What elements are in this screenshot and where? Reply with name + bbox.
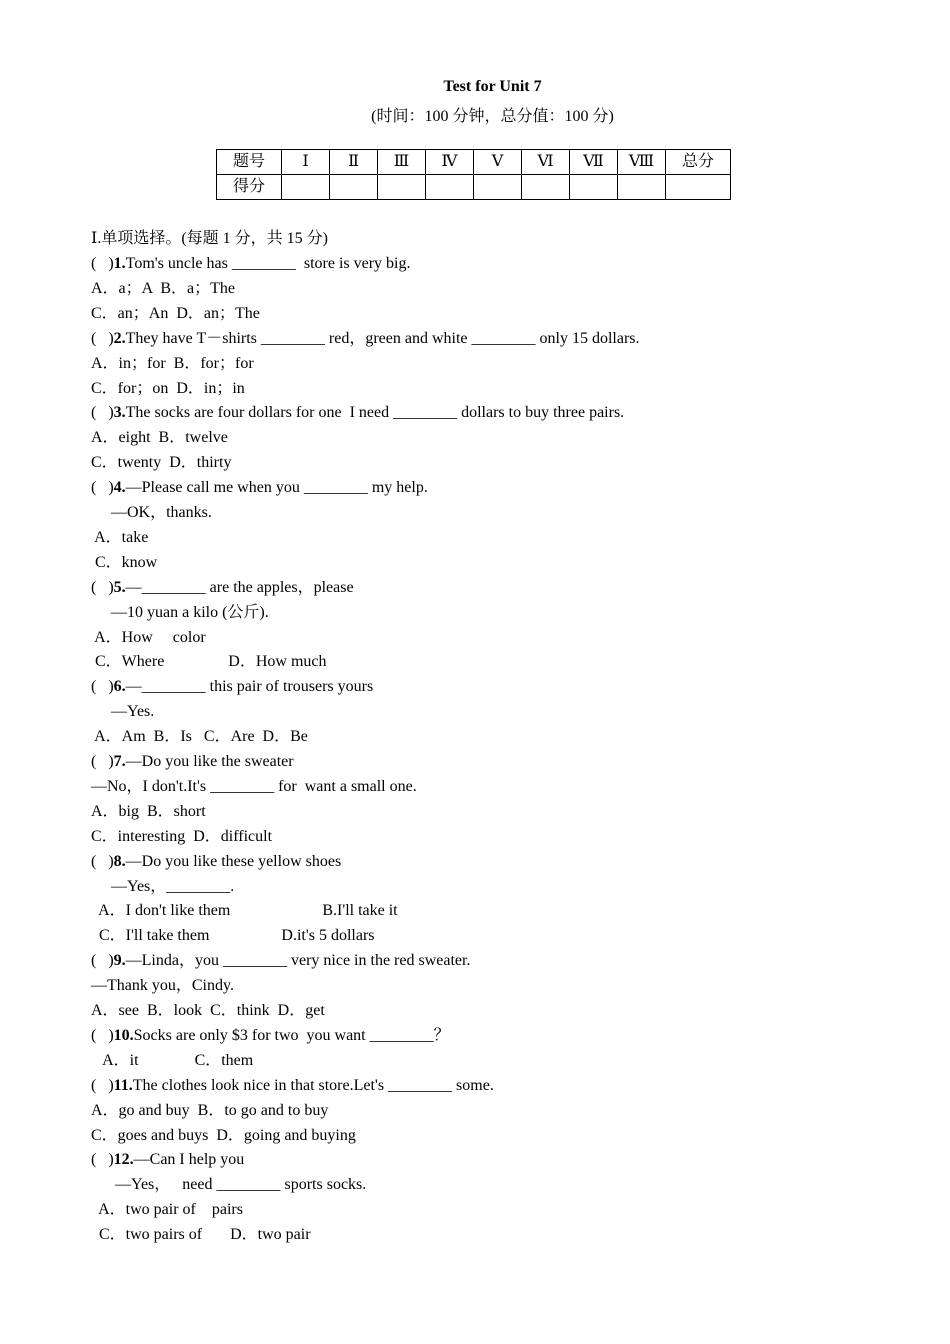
line-text: —Thank you，Cindy. bbox=[91, 977, 234, 995]
option-line bbox=[91, 528, 148, 548]
option-line bbox=[91, 1126, 356, 1146]
section-heading: Ⅰ.单项选择。(每题 1 分，共 15 分) bbox=[91, 230, 328, 247]
score-input-cell bbox=[666, 175, 731, 200]
score-input-cell bbox=[474, 175, 522, 200]
option-line bbox=[91, 802, 206, 822]
question-number: 7. bbox=[113, 753, 126, 770]
line-text: A．I don't like them B.I'll take it bbox=[91, 902, 398, 920]
score-cell: Ⅱ bbox=[330, 150, 378, 175]
line-text: C．I'll take them D.it's 5 dollars bbox=[91, 927, 375, 945]
line-text: Socks are only $3 for two you want ________？ bbox=[133, 1026, 450, 1044]
option-line bbox=[91, 1051, 253, 1071]
line-text: C．for；on D．in；in bbox=[91, 379, 245, 397]
option-line bbox=[91, 1200, 243, 1220]
line-text: A．in；for B．for；for bbox=[91, 354, 254, 372]
question-line bbox=[91, 852, 341, 872]
question-number: 4. bbox=[113, 479, 126, 497]
line-text: A．two pair of pairs bbox=[91, 1201, 243, 1219]
answer-blank: ( ) bbox=[91, 479, 114, 497]
score-cell: Ⅵ bbox=[522, 150, 570, 175]
line-text: A．How color bbox=[91, 628, 206, 646]
question-number: 1. bbox=[113, 255, 126, 272]
answer-blank: ( ) bbox=[91, 404, 114, 422]
line-text: —10 yuan a kilo (公斤). bbox=[91, 603, 269, 621]
answer-blank: ( ) bbox=[91, 678, 114, 696]
option-line bbox=[91, 304, 260, 324]
question-line bbox=[91, 254, 411, 274]
score-cell: Ⅲ bbox=[378, 150, 426, 175]
answer-blank: ( ) bbox=[91, 329, 114, 347]
question-line bbox=[91, 578, 354, 598]
answer-blank: ( ) bbox=[91, 952, 114, 970]
score-input-cell bbox=[570, 175, 618, 200]
question-line bbox=[91, 478, 428, 498]
score-cell: 总分 bbox=[666, 150, 731, 175]
option-line bbox=[91, 428, 228, 448]
option-line bbox=[91, 777, 417, 797]
line-text: —Please call me when you ________ my help. bbox=[125, 479, 428, 497]
score-cell: Ⅳ bbox=[426, 150, 474, 175]
line-text: A．Am B．Is C．Are D．Be bbox=[91, 728, 308, 746]
line-text: —Yes， need ________ sports socks. bbox=[91, 1176, 367, 1194]
line-text: C．goes and buys D．going and buying bbox=[91, 1126, 356, 1144]
score-input-cell bbox=[618, 175, 666, 200]
option-line bbox=[91, 379, 245, 399]
question-line bbox=[91, 403, 624, 423]
answer-blank: ( ) bbox=[91, 1076, 114, 1094]
option-line bbox=[91, 926, 375, 946]
option-line bbox=[91, 603, 269, 623]
score-input-cell bbox=[330, 175, 378, 200]
line-text: C．know bbox=[91, 553, 158, 571]
score-input-cell bbox=[282, 175, 330, 200]
line-text: C．an；An D．an；The bbox=[91, 304, 260, 322]
line-text: A．a；A B．a；The bbox=[91, 279, 235, 297]
score-label-cell: 得分 bbox=[217, 175, 282, 200]
line-text: C．two pairs of D．two pair bbox=[91, 1226, 311, 1244]
score-table bbox=[216, 149, 731, 200]
question-line bbox=[91, 1076, 494, 1096]
line-text: A．eight B．twelve bbox=[91, 429, 228, 447]
line-text: —________ this pair of trousers yours bbox=[125, 678, 374, 696]
score-cell: Ⅴ bbox=[474, 150, 522, 175]
option-line bbox=[91, 727, 308, 747]
line-text: —Linda，you ________ very nice in the red sweater. bbox=[125, 952, 471, 970]
option-line bbox=[91, 901, 398, 921]
line-text: —Can I help you bbox=[133, 1151, 245, 1169]
line-text: —Do you like these yellow shoes bbox=[125, 852, 342, 870]
question-line bbox=[91, 752, 294, 772]
score-cell: Ⅰ bbox=[282, 150, 330, 175]
page-title: Test for Unit 7 bbox=[443, 78, 542, 95]
score-input-cell bbox=[522, 175, 570, 200]
option-line bbox=[91, 1101, 328, 1121]
option-line bbox=[91, 652, 327, 672]
option-line bbox=[91, 1175, 366, 1195]
question-number: 5. bbox=[113, 578, 126, 596]
line-text: —________ are the apples，please bbox=[125, 578, 354, 596]
answer-blank: ( ) bbox=[91, 753, 114, 770]
line-text: A．big B．short bbox=[91, 802, 206, 820]
option-line bbox=[91, 628, 206, 648]
answer-blank: ( ) bbox=[91, 852, 114, 870]
question-line bbox=[91, 677, 373, 697]
option-line bbox=[91, 553, 157, 573]
option-line bbox=[91, 503, 212, 523]
question-number: 11. bbox=[113, 1076, 133, 1094]
option-line bbox=[91, 1001, 325, 1021]
line-text: —OK，thanks. bbox=[91, 504, 212, 521]
option-line bbox=[91, 279, 235, 299]
answer-blank: ( ) bbox=[91, 1026, 114, 1044]
option-line bbox=[91, 1225, 311, 1245]
score-cell: 题号 bbox=[217, 150, 282, 175]
question-number: 10. bbox=[113, 1026, 134, 1044]
line-text: C．twenty D．thirty bbox=[91, 454, 232, 472]
question-number: 8. bbox=[113, 852, 126, 870]
option-line bbox=[91, 702, 154, 722]
line-text: A．go and buy B．to go and to buy bbox=[91, 1101, 329, 1119]
line-text: The clothes look nice in that store.Let's ________ some. bbox=[132, 1076, 494, 1094]
question-line bbox=[91, 329, 640, 349]
question-number: 3. bbox=[113, 404, 126, 422]
line-text: —Yes，________. bbox=[91, 877, 235, 895]
line-text: The socks are four dollars for one I need ________ dollars to buy three pairs. bbox=[125, 404, 625, 422]
line-text: A．it C．them bbox=[91, 1051, 254, 1069]
question-number: 6. bbox=[113, 678, 126, 696]
option-line bbox=[91, 877, 234, 897]
line-text: They have T－shirts ________ red，green and white ________ only 15 dollars. bbox=[125, 329, 640, 347]
score-input-cell bbox=[426, 175, 474, 200]
answer-blank: ( ) bbox=[91, 578, 114, 596]
question-number: 2. bbox=[113, 329, 126, 347]
option-line bbox=[91, 354, 254, 374]
line-text: C．interesting D．difficult bbox=[91, 827, 273, 845]
option-line bbox=[91, 453, 231, 473]
line-text: A．take bbox=[91, 528, 149, 546]
line-text: C．Where D．How much bbox=[91, 653, 327, 671]
score-input-cell bbox=[378, 175, 426, 200]
question-number: 9. bbox=[113, 952, 126, 970]
score-table-score-row bbox=[217, 175, 731, 200]
question-line bbox=[91, 951, 470, 971]
line-text: —No，I don't.It's ________ for want a small one. bbox=[91, 777, 417, 795]
score-cell: Ⅷ bbox=[618, 150, 666, 175]
score-cell: Ⅶ bbox=[570, 150, 618, 175]
option-line bbox=[91, 976, 234, 996]
line-text: Tom's uncle has ________ store is very big. bbox=[125, 255, 411, 272]
line-text: —Yes. bbox=[91, 703, 155, 721]
line-text: A．see B．look C．think D．get bbox=[91, 1002, 325, 1019]
question-line bbox=[91, 1026, 450, 1046]
score-table-header-row bbox=[217, 150, 731, 175]
option-line bbox=[91, 827, 272, 847]
answer-blank: ( ) bbox=[91, 1151, 114, 1169]
line-text: —Do you like the sweater bbox=[125, 753, 294, 770]
question-number: 12. bbox=[113, 1151, 134, 1169]
page-subtitle: (时间：100 分钟，总分值：100 分) bbox=[371, 108, 614, 125]
question-line bbox=[91, 1150, 244, 1170]
answer-blank: ( ) bbox=[91, 255, 114, 272]
